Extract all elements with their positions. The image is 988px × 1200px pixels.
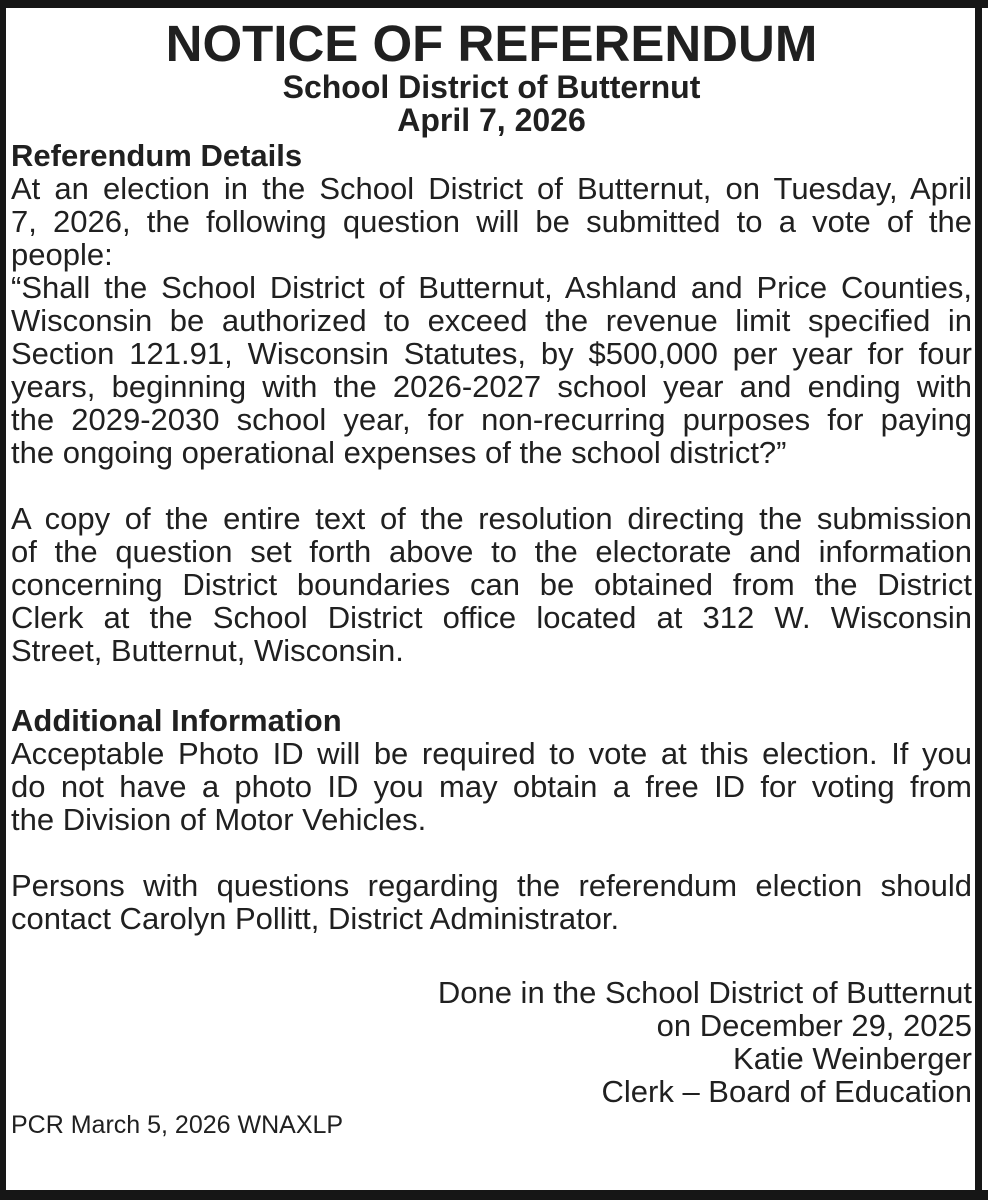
text-line: of the question set forth above to the electorate and information [11, 534, 972, 569]
text-line: the Division of Motor Vehicles. [11, 802, 427, 837]
blank-line [11, 935, 972, 968]
text-line: Clerk at the School District office located at 312 W. Wisconsin [11, 600, 972, 635]
section-heading-referendum-details: Referendum Details [11, 138, 303, 173]
text-line: people: [11, 237, 113, 272]
text-line: the 2029-2030 school year, for non-recurring purposes for paying [11, 402, 972, 437]
text-line: concerning District boundaries can be obtained from the District [11, 567, 972, 602]
top-border-bar [0, 0, 988, 8]
text-line: “Shall the School District of Butternut, Ashland and Price Counties, [11, 270, 972, 305]
blank-line [11, 667, 972, 700]
closing-signature-block [11, 976, 972, 1108]
text-line: years, beginning with the 2026-2027 school year and ending with [11, 369, 972, 404]
text-line: A copy of the entire text of the resolution directing the submission [11, 501, 972, 536]
text-line: contact Carolyn Pollitt, District Administrator. [11, 901, 620, 936]
paragraph-ballot-question [11, 271, 972, 469]
footer-publication-line: PCR March 5, 2026 WNAXLP [11, 1111, 344, 1139]
text-line: Persons with questions regarding the referendum election should [11, 868, 972, 903]
text-line: Section 121.91, Wisconsin Statutes, by $500,000 per year for four [11, 336, 972, 371]
notice-content [6, 8, 975, 1190]
paragraph-contact [11, 869, 972, 935]
text-line: Acceptable Photo ID will be required to vote at this election. If you [11, 736, 972, 771]
text-line: Street, Butternut, Wisconsin. [11, 633, 404, 668]
text-line: Clerk – Board of Education [601, 1074, 972, 1109]
bottom-border-bar [0, 1190, 988, 1200]
notice-date: April 7, 2026 [397, 102, 586, 138]
text-line: 7, 2026, the following question will be submitted to a vote of the [11, 204, 972, 239]
notice-subtitle: School District of Butternut [282, 69, 701, 105]
paragraph-photo-id [11, 737, 972, 836]
text-line: the ongoing operational expenses of the school district?” [11, 435, 787, 470]
text-line: do not have a photo ID you may obtain a free ID for voting from [11, 769, 972, 804]
paragraph-resolution-copy [11, 502, 972, 667]
text-line: Done in the School District of Butternut [437, 975, 972, 1010]
blank-line [11, 836, 972, 869]
notice-title: NOTICE OF REFERENDUM [165, 15, 818, 72]
blank-line [11, 469, 972, 502]
text-line: Katie Weinberger [733, 1041, 972, 1076]
text-line: on December 29, 2025 [656, 1008, 972, 1043]
section-heading-additional-information: Additional Information [11, 703, 342, 738]
right-border-bar [975, 0, 982, 1200]
paragraph-election-intro [11, 172, 972, 271]
text-line: At an election in the School District of Butternut, on Tuesday, April [11, 171, 972, 206]
text-line: Wisconsin be authorized to exceed the revenue limit specified in [11, 303, 972, 338]
